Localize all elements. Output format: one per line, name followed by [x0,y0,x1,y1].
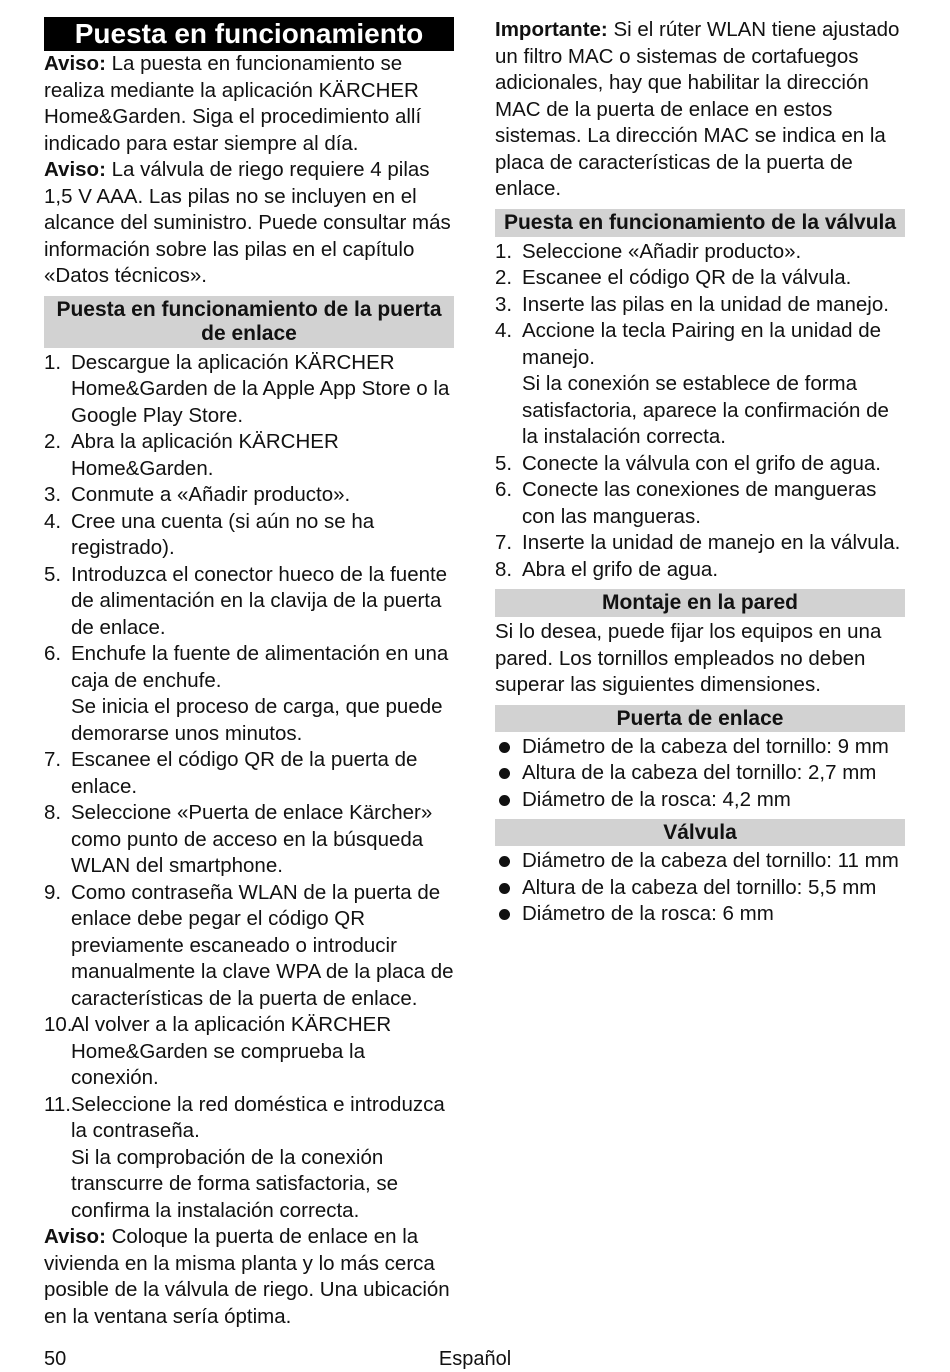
list-item [44,800,454,880]
list-item [44,562,454,642]
step-text: Seleccione la red doméstica e introduzca la contraseña. [71,1092,445,1142]
gateway-setup-heading: Puesta en funcionamiento de la puerta de enlace [44,296,454,348]
step-text: Cree una cuenta (si aún no se ha registrado). [71,509,375,559]
step-text: Abra el grifo de agua. [522,557,719,581]
spec-text: Diámetro de la rosca: 4,2 mm [522,787,791,811]
step-number: 10. [44,1013,73,1036]
step-number: 6. [44,642,62,665]
step-text: Conmute a «Añadir producto». [71,483,351,506]
list-item [44,880,454,1013]
valve-specs-list [495,848,905,928]
list-item [44,747,454,800]
step-number: 8. [44,801,62,824]
valve-specs-heading: Válvula [495,819,905,846]
list-item [495,787,905,814]
gateway-specs-list [495,734,905,814]
list-item [44,482,454,509]
list-item [44,350,454,430]
list-item [495,477,905,530]
step-number: 4. [495,319,513,342]
bullet-icon [499,742,510,753]
right-column [495,17,905,928]
page-title: Puesta en funcionamiento [44,17,454,51]
list-item [495,451,905,478]
step-text: Seleccione «Puerta de enlace Kärcher» como punto de acceso en la búsqueda WLAN del smartphone. [71,801,433,877]
spec-text: Altura de la cabeza del tornillo: 5,5 mm [522,875,877,899]
step-number: 2. [495,266,513,289]
step-text: Descargue la aplicación KÄRCHER Home&Garden de la Apple App Store o la Google Play Store. [71,350,450,427]
footer-language: Español [438,1348,512,1370]
list-item [495,318,905,451]
spec-text: Altura de la cabeza del tornillo: 2,7 mm [522,761,877,784]
list-item [495,734,905,761]
step-text: Conecte las conexiones de mangueras con las mangueras. [522,478,877,528]
step-number: 3. [44,483,62,506]
spec-text: Diámetro de la cabeza del tornillo: 11 mm [522,849,899,872]
wall-mount-heading: Montaje en la pared [495,589,905,617]
bullet-icon [499,768,510,779]
step-number: 8. [495,557,513,581]
step-text: Enchufe la fuente de alimentación en una caja de enchufe. [71,642,449,692]
step-text: Introduzca el conector hueco de la fuente de alimentación en la clavija de la puerta de enlace. [71,562,448,639]
important-note: Importante: Si el rúter WLAN tiene ajustado un filtro MAC o sistemas de cortafuegos adicionales, hay que habilitar la dirección MAC de la puerta de enlace en estos sistemas. La dirección MAC se indica en la placa de características de la puerta de enlace. [495,18,900,200]
spec-text: Diámetro de la rosca: 6 mm [522,902,774,925]
page-number: 50 [44,1348,67,1370]
list-item [495,848,905,875]
step-number: 7. [495,531,513,554]
left-column [44,17,454,1330]
valve-setup-heading: Puesta en funcionamiento de la válvula [495,209,905,237]
note-app: Aviso: La puesta en funcionamiento se realiza mediante la aplicación KÄRCHER Home&Garden. Siga el procedimiento allí indicado para estar siempre al día. [44,52,422,155]
list-item [495,292,905,319]
list-item [44,509,454,562]
list-item [495,901,905,928]
step-number: 5. [44,562,62,586]
list-item [495,530,905,557]
list-item [495,239,905,266]
step-number: 5. [495,451,513,475]
step-text: Al volver a la aplicación KÄRCHER Home&Garden se comprueba la conexión. [71,1013,392,1089]
step-text: Escanee el código QR de la puerta de enlace. [71,748,418,798]
step-text: Escanee el código QR de la válvula. [522,266,852,289]
wall-mount-text: Si lo desea, puede fijar los equipos en una pared. Los tornillos empleados no deben superar las siguientes dimensiones. [495,620,882,696]
valve-steps-list [495,239,905,584]
bullet-icon [499,795,510,806]
step-text: Inserte las pilas en la unidad de manejo. [522,292,889,316]
list-item [44,429,454,482]
step-result: Se inicia el proceso de carga, que puede demorarse unos minutos. [71,695,443,745]
bullet-icon [499,883,510,894]
list-item [495,760,905,787]
gateway-steps-list [44,350,454,1225]
list-item [44,641,454,747]
step-number: 3. [495,292,513,316]
list-item [495,875,905,902]
step-result: Si la conexión se establece de forma satisfactoria, aparece la confirmación de la instalación correcta. [522,372,889,448]
step-text: Conecte la válvula con el grifo de agua. [522,451,881,475]
list-item [495,265,905,292]
gateway-specs-heading: Puerta de enlace [495,705,905,732]
step-number: 11. [44,1092,71,1116]
step-text: Inserte la unidad de manejo en la válvula. [522,531,901,554]
step-number: 2. [44,430,62,453]
step-number: 6. [495,478,513,501]
step-number: 9. [44,880,62,904]
step-number: 1. [44,350,62,374]
note-batteries: Aviso: La válvula de riego requiere 4 pilas 1,5 V AAA. Las pilas no se incluyen en el alcance del suministro. Puede consultar más información sobre las pilas en el capítulo «Datos técnicos». [44,158,451,287]
step-number: 1. [495,239,513,263]
list-item [44,1092,454,1225]
step-number: 7. [44,748,62,771]
step-text: Como contraseña WLAN de la puerta de enlace debe pegar el código QR previamente escaneado o introducir manualmente la clave WPA de la placa de características de la puerta de enlace. [71,880,454,1010]
step-result: Si la comprobación de la conexión transcurre de forma satisfactoria, se confirma la instalación correcta. [71,1145,398,1222]
bullet-icon [499,856,510,867]
step-text: Abra la aplicación KÄRCHER Home&Garden. [71,430,339,480]
step-text: Seleccione «Añadir producto». [522,239,802,263]
list-item [44,1012,454,1092]
bullet-icon [499,909,510,920]
note-placement: Aviso: Coloque la puerta de enlace en la vivienda en la misma planta y lo más cerca posible de la válvula de riego. Una ubicación en la ventana sería óptima. [44,1225,450,1328]
spec-text: Diámetro de la cabeza del tornillo: 9 mm [522,734,889,758]
step-text: Accione la tecla Pairing en la unidad de manejo. [522,319,881,369]
list-item [495,557,905,584]
step-number: 4. [44,509,62,533]
